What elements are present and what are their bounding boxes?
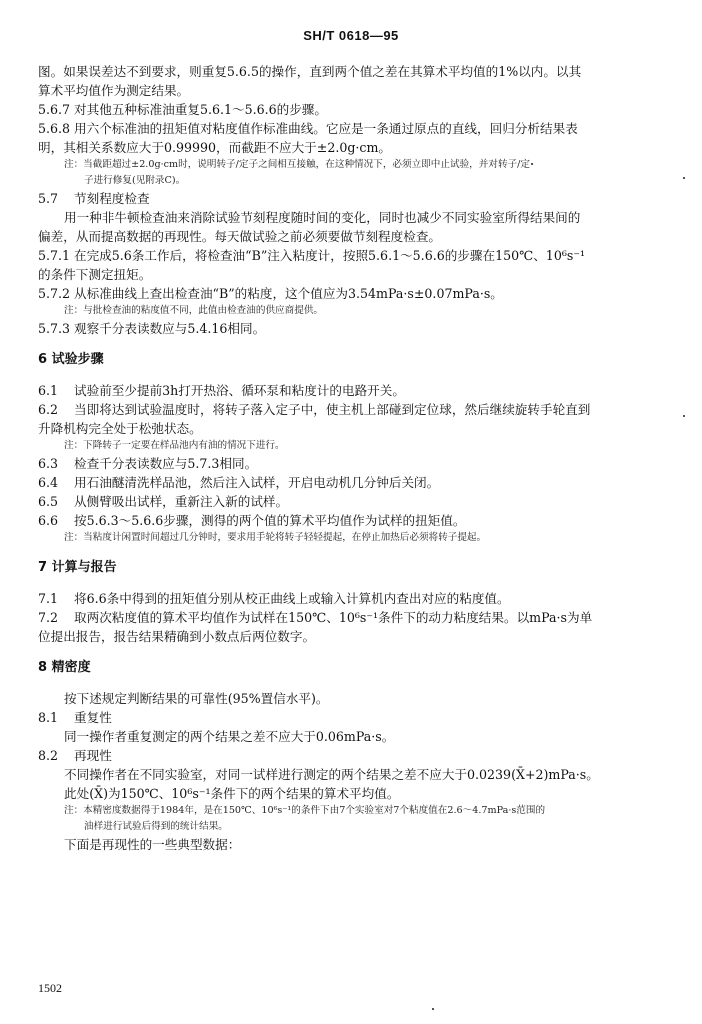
- text-line: 不同操作者在不同实验室，对同一试样进行测定的两个结果之差不应大于0.0239(X̄+2)mPa·s。: [64, 767, 599, 782]
- note-line: 注：当截距超过±2.0g·cm时，说明转子/定子之间相互接触，在这种情况下，必须立即中止试验，并对转子/定: [64, 159, 530, 170]
- text-line: 用一种非牛顿检查油来消除试验节刻程度随时间的变化，同时也减少不同实验室所得结果间的: [64, 210, 581, 225]
- clause-number: 6.5: [38, 494, 59, 509]
- text-line: 的条件下测定扭矩。: [38, 267, 152, 282]
- clause-text: 用石油醚清洗样品池，然后注入试样，开启电动机几分钟后关闭。: [74, 475, 440, 490]
- text-line: 明，其相关系数应大于0.99990，而截距不应大于±2.0g·cm。: [38, 140, 392, 155]
- clause-number: 5.6.7: [38, 102, 71, 117]
- clause-7-1: [38, 589, 664, 608]
- clause-8-2: [38, 746, 664, 765]
- clause-text: 当即将达到试验温度时，将转子落入定子中，使主机上部碰到定位球，然后继续旋转手轮直到: [74, 402, 591, 417]
- note-line: 注：与批检查油的粘度值不同，此值由检查油的供应商提供。: [64, 305, 324, 316]
- text-line: 图。如果误差达不到要求，则重复5.6.5的操作，直到两个值之差在其算术平均值的1%以内。以其: [38, 64, 582, 79]
- text-line: 同一操作者重复测定的两个结果之差不应大于0.06mPa·s。: [64, 729, 395, 744]
- note-line: 注：当粘度计闲置时间超过几分钟时，要求用手轮将转子轻轻提起，在停止加热后必须将转子提起。: [64, 532, 487, 543]
- clause-text: 取两次粘度值的算术平均值作为试样在150℃、10⁶s⁻¹条件下的动力粘度结果。以mPa·s为单: [74, 610, 593, 625]
- clause-number: 7.1: [38, 591, 59, 606]
- note-line: 注：下降转子一定要在样品池内有油的情况下进行。: [64, 440, 285, 451]
- clause-text: 将6.6条中得到的扭矩值分别从校正曲线上或输入计算机内查出对应的粘度值。: [74, 591, 510, 606]
- text-line: 升降机构完全处于松弛状态。: [38, 421, 202, 436]
- clause-number: 6.6: [38, 513, 59, 528]
- clause-8-1: [38, 708, 664, 727]
- document-body: [38, 62, 664, 854]
- clause-text: 对其他五种标准油重复5.6.1～5.6.6的步骤。: [74, 102, 327, 117]
- page-number: 1502: [38, 981, 62, 995]
- scan-speck: [432, 1008, 434, 1010]
- clause-number: 8.1: [38, 710, 59, 725]
- clause-number: 5.7.1: [38, 248, 71, 263]
- clause-title: 节刻程度检查: [74, 191, 150, 206]
- text-line: 偏差，从而提高数据的再现性。每天做试验之前必须要做节刻程度检查。: [38, 229, 441, 244]
- clause-number: 5.6.8: [38, 121, 71, 136]
- clause-text: 试验前至少提前3h打开热浴、循环泵和粘度计的电路开关。: [74, 383, 405, 398]
- section-heading-6: 6 试验步骤: [38, 352, 104, 367]
- clause-5-6-8: [38, 119, 664, 138]
- clause-5-7-1: [38, 246, 664, 265]
- clause-title: 再现性: [74, 748, 112, 763]
- clause-number: 5.7.2: [38, 286, 71, 301]
- clause-number: 8.2: [38, 748, 59, 763]
- note-line: 注：本精密度数据得于1984年，是在150℃、10⁶s⁻¹的条件下由7个实验室对7个粘度值在2.6～4.7mPa·s范围的: [64, 805, 546, 816]
- clause-5-7: [38, 189, 664, 208]
- scan-speck: [531, 163, 533, 165]
- clause-text: 按5.6.3～5.6.6步骤，测得的两个值的算术平均值作为试样的扭矩值。: [74, 513, 466, 528]
- clause-title: 重复性: [74, 710, 112, 725]
- clause-text: 检查千分表读数应与5.7.3相同。: [74, 456, 258, 471]
- clause-text: 在完成5.6条工作后，将检查油“B”注入粘度计，按照5.6.1～5.6.6的步骤在150℃、10⁶s⁻¹: [74, 248, 586, 263]
- scan-speck: [683, 177, 685, 179]
- clause-6-2: [38, 400, 664, 419]
- clause-6-4: [38, 473, 664, 492]
- note-line: 子进行修复(见附录C)。: [84, 175, 186, 186]
- clause-number: 6.4: [38, 475, 59, 490]
- clause-7-2: [38, 608, 664, 627]
- clause-number: 6.2: [38, 402, 59, 417]
- clause-5-7-3: [38, 319, 664, 338]
- clause-number: 6.1: [38, 383, 59, 398]
- clause-6-5: [38, 492, 664, 511]
- clause-number: 7.2: [38, 610, 59, 625]
- clause-text: 从侧臂吸出试样，重新注入新的试样。: [74, 494, 289, 509]
- clause-text: 用六个标准油的扭矩值对粘度值作标准曲线。它应是一条通过原点的直线，回归分析结果表: [74, 121, 578, 136]
- text-line: 位提出报告，报告结果精确到小数点后两位数字。: [38, 629, 316, 644]
- clause-5-6-7: [38, 100, 664, 119]
- text-line: 此处(X̄)为150℃、10⁶s⁻¹条件下的两个结果的算术平均值。: [64, 786, 400, 801]
- clause-6-3: [38, 454, 664, 473]
- text-line: 按下述规定判断结果的可靠性(95%置信水平)。: [64, 691, 329, 706]
- clause-number: 6.3: [38, 456, 59, 471]
- section-heading-8: 8 精密度: [38, 660, 91, 675]
- clause-6-1: [38, 381, 664, 400]
- clause-text: 观察千分表读数应与5.4.16相同。: [74, 321, 266, 336]
- note-line: 油样进行试验后得到的统计结果。: [84, 821, 228, 832]
- scan-speck: [683, 415, 685, 417]
- clause-6-6: [38, 511, 664, 530]
- clause-5-7-2: [38, 284, 664, 303]
- clause-number: 5.7.3: [38, 321, 71, 336]
- page-header: SH/T 0618—95: [303, 28, 399, 43]
- clause-number: 5.7: [38, 191, 59, 206]
- clause-text: 从标准曲线上查出检查油“B”的粘度，这个值应为3.54mPa·s±0.07mPa·s。: [74, 286, 503, 301]
- text-line: 算术平均值作为测定结果。: [38, 83, 190, 98]
- section-heading-7: 7 计算与报告: [38, 560, 117, 575]
- text-line: 下面是再现性的一些典型数据：: [64, 837, 241, 852]
